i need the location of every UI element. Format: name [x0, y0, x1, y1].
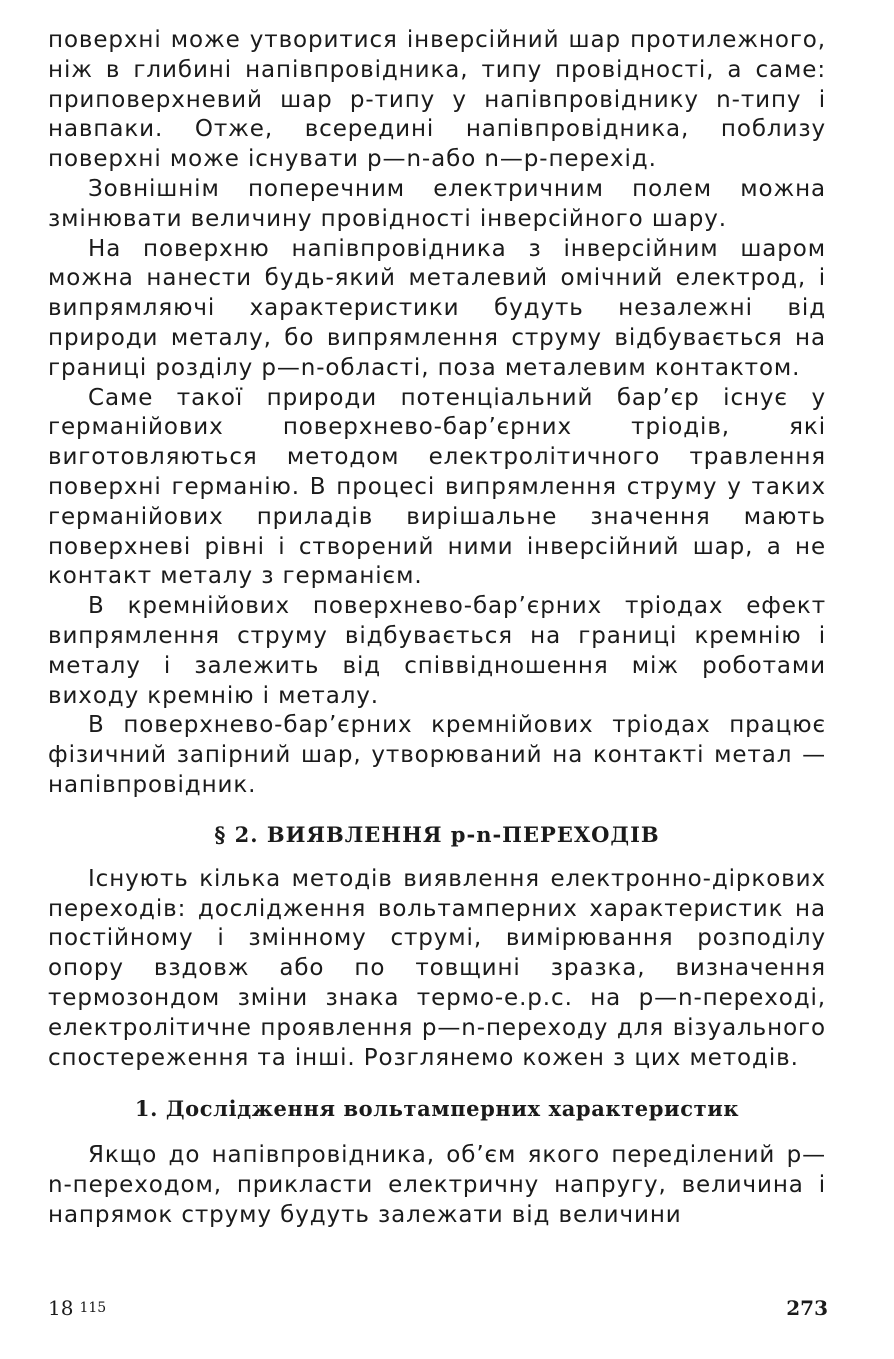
paragraph-6: В поверхнево-бар’єрних кремнійових тріодах працює фізичний запірний шар, утворюваний на контакті метал — напівпровідник.	[48, 712, 826, 798]
paragraph-3: На поверхню напівпровідника з інверсійним шаром можна нанести будь-який металевий омічний електрод, і випрямляючі характеристики будуть незалежні від природи металу, бо випрямлення струму відбувається на границі розділу p—n-області, поза металевим контактом.	[48, 235, 826, 381]
paragraph-2: Зовнішнім поперечним електричним полем можна змінювати величину провідності інверсійного шару.	[48, 175, 826, 232]
paragraph-1: поверхні може утворитися інверсійний шар протилежного, ніж в глибині напівпровідника, типу провідності, а саме: приповерхневий шар p-типу у напівпровіднику n-типу і навпаки. Отже, всередині напівпровідника, поблизу поверхні може існувати p—n-або n—p-перехід.	[48, 27, 826, 173]
paragraph-5: В кремнійових поверхнево-бар’єрних тріодах ефект випрямлення струму відбувається на границі кремнію і металу і залежить від співвідношення між роботами виходу кремнію і металу.	[48, 593, 826, 709]
signature-mark	[48, 1296, 106, 1320]
paragraph-4: Саме такої природи потенціальний бар’єр існує у германійових поверхнево-бар’єрних тріодів, які виготовляються методом електролітичного травлення поверхні германію. В процесі випрямлення струму у таких германійових приладів вирішальне значення мають поверхневі рівні і створений ними інверсійний шар, а не контакт металу з германієм.	[48, 384, 826, 590]
page-footer	[48, 1296, 828, 1326]
paragraph-7: Існують кілька методів виявлення електронно-діркових переходів: дослідження вольтамперних характеристик на постійному і змінному струмі, вимірювання розподілу опору вздовж або по товщині зразка, визначення термозондом зміни знака термо-е.р.с. на p—n-переході, електролітичне проявлення p—n-переходу для візуального спостереження та інші. Розглянемо кожен з цих методів.	[48, 865, 826, 1071]
section-heading: § 2. ВИЯВЛЕННЯ p-n-ПЕРЕХОДІВ	[214, 821, 660, 847]
page-number: 273	[786, 1296, 828, 1320]
signature-number: 18	[48, 1296, 74, 1320]
paragraph-8: Якщо до напівпровідника, об’єм якого переділений p—n-переходом, прикласти електричну напругу, величина і напрямок струму будуть залежати від величини	[48, 1142, 826, 1228]
subsection-heading: 1. Дослідження вольтамперних характеристик	[134, 1096, 740, 1122]
page-body	[48, 26, 826, 1231]
signature-sheet: 115	[79, 1300, 107, 1316]
